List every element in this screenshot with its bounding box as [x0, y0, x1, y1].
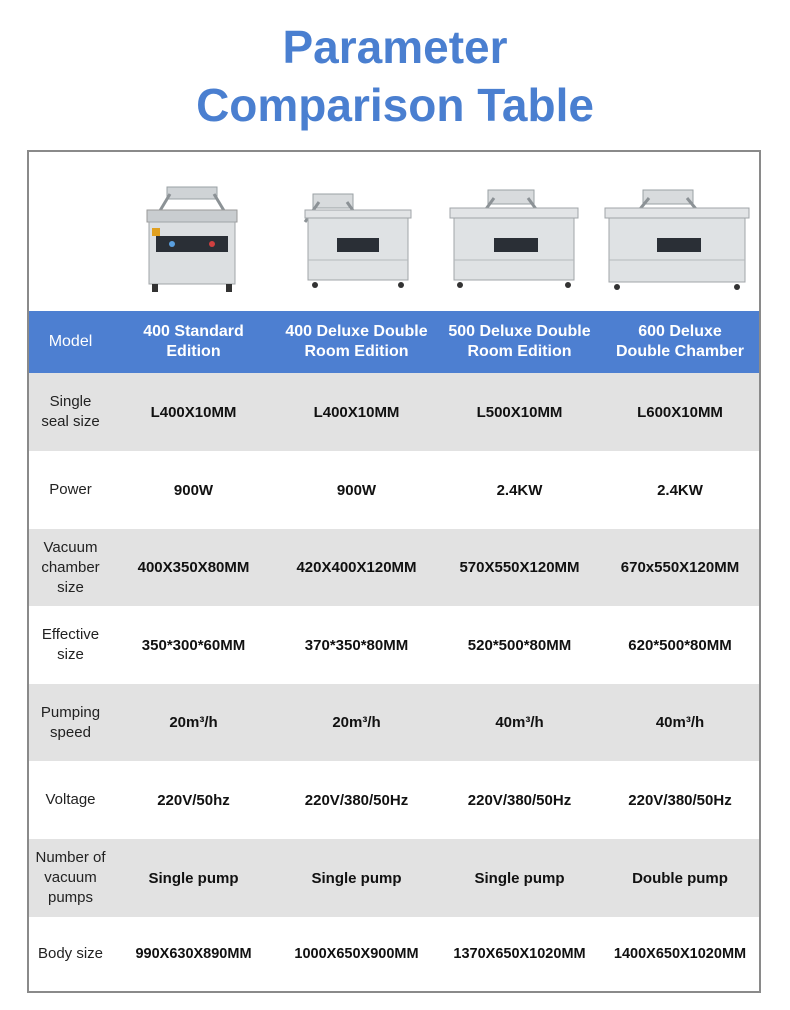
header-model-2: 400 Deluxe Double Room Edition: [285, 323, 428, 360]
table-cell: 20m³/h: [332, 714, 381, 731]
table-cell: 220V/380/50Hz: [467, 791, 572, 809]
title-line-2: Comparison Table: [196, 79, 594, 131]
row-label: Body size: [37, 945, 104, 962]
row-label: Number of vacuum pumps: [35, 849, 106, 906]
table-cell: 400X350X80MM: [137, 559, 250, 576]
table-cell: 2.4KW: [657, 481, 703, 499]
table-cell: Single pump: [311, 869, 402, 887]
table-cell: 40m³/h: [655, 714, 705, 731]
table-cell: 570X550X120MM: [459, 559, 580, 576]
page-title: [0, 18, 790, 134]
table-cell: 40m³/h: [495, 714, 544, 731]
header-model-1: 400 Standard Edition: [143, 323, 244, 360]
table-cell: 370*350*80MM: [304, 636, 409, 654]
table-cell: 1000X650X900MM: [294, 946, 419, 962]
row-label: Single seal size: [41, 393, 100, 430]
product-image-400-deluxe: [275, 152, 438, 311]
table-cell: L400X10MM: [313, 403, 400, 421]
table-cell: 220V/50hz: [157, 791, 230, 809]
table-row-voltage: [29, 761, 759, 839]
row-label: Vacuum chamber size: [41, 538, 100, 596]
table-cell: 900W: [336, 481, 377, 499]
table-cell: L400X10MM: [150, 403, 237, 421]
product-image-500-deluxe: [438, 152, 601, 311]
table-cell: Single pump: [148, 869, 239, 887]
table-cell: 1400X650X1020MM: [613, 946, 747, 962]
table-cell: 2.4KW: [496, 481, 543, 499]
table-row-effective-size: [29, 606, 759, 684]
table-cell: 620*500*80MM: [628, 636, 732, 654]
table-cell: 220V/380/50Hz: [628, 791, 732, 809]
table-row-power: [29, 451, 759, 529]
table-cell: 1370X650X1020MM: [453, 946, 586, 962]
row-label: Effective size: [41, 626, 100, 663]
table-cell: 900W: [173, 481, 214, 499]
header-model-label: Model: [48, 333, 93, 350]
row-label: Voltage: [45, 791, 96, 808]
table-row-body-size: [29, 917, 759, 991]
table-cell: Double pump: [632, 869, 728, 887]
table-cell: 350*300*60MM: [141, 636, 246, 654]
table-cell: L500X10MM: [476, 403, 563, 421]
header-model-3: 500 Deluxe Double Room Edition: [448, 323, 591, 360]
table-row-seal-size: [29, 373, 759, 451]
row-label: Pumping speed: [40, 703, 101, 741]
table-row-vacuum-pumps: [29, 839, 759, 917]
product-image-600-deluxe: [601, 152, 759, 311]
table-row-pumping-speed: [29, 684, 759, 761]
table-cell: 220V/380/50Hz: [304, 791, 409, 809]
table-cell: 670x550X120MM: [620, 559, 740, 576]
product-image-400-standard: [112, 152, 275, 311]
table-row-chamber-size: [29, 529, 759, 606]
header-model-4: 600 Deluxe Double Chamber: [615, 323, 744, 360]
table-header-row: [29, 311, 759, 373]
table-cell: L600X10MM: [637, 403, 723, 421]
table-cell: 20m³/h: [169, 714, 218, 731]
row-label: Power: [49, 481, 92, 498]
table-cell: Single pump: [474, 869, 565, 887]
title-line-1: Parameter: [282, 21, 508, 73]
table-cell: 420X400X120MM: [296, 559, 417, 576]
comparison-table: [27, 150, 761, 993]
product-images-row: [29, 152, 759, 311]
table-cell: 990X630X890MM: [135, 946, 252, 962]
table-cell: 520*500*80MM: [467, 636, 572, 654]
